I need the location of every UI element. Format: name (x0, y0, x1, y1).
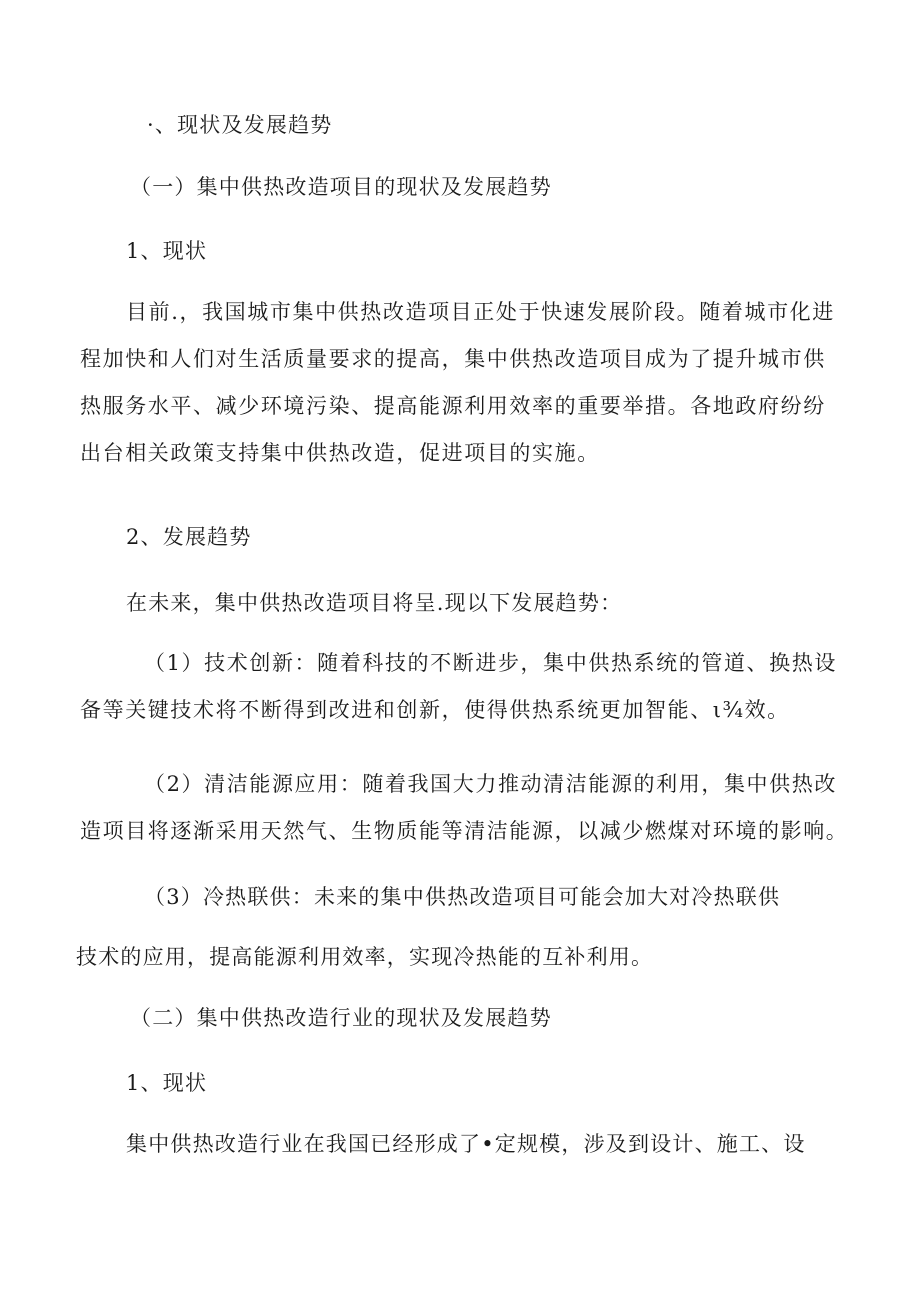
section-title-status: 1、现状 (126, 239, 208, 263)
trend-item-1: （1）技术创新：随着科技的不断进步，集中供热系统的管道、换热设备等关键技术将不断得到改进和创新，使得供热系统更加智能、ι¾效。 (80, 651, 837, 722)
section-title-trends: 2、发展趋势 (126, 525, 252, 549)
paragraph-industry-status: 集中供热改造行业在我国已经形成了•定规模，涉及到设计、施工、设 (126, 1132, 806, 1156)
section-title-industry-status: 1、现状 (126, 1071, 208, 1095)
trend-item-2: （2）清洁能源应用：随着我国大力推动清洁能源的利用，集中供热改造项目将逐渐采用天然气、生物质能等清洁能源，以减少燃煤对环境的影响。 (80, 772, 849, 843)
main-heading: ·、现状及发展趋势 (147, 113, 333, 137)
paragraph-status: 目前.，我国城市集中供热改造项目正处于快速发展阶段。随着城市化进程加快和人们对生活质量要求的提高，集中供热改造项目成为了提升城市供热服务水平、减少环境污染、提高能源利用效率的重要举措。各地政府纷纷出台相关政策支持集中供热改造，促进项目的实施。 (80, 300, 835, 465)
trend-item-3-line-1: （3）冷热联供：未来的集中供热改造项目可能会加大对冷热联供 (144, 885, 781, 909)
subheading-two: （二）集中供热改造行业的现状及发展趋势 (130, 1006, 552, 1030)
trends-intro: 在未来，集中供热改造项目将呈.现以下发展趋势： (126, 591, 623, 615)
subheading-one: （一）集中供热改造项目的现状及发展趋势 (130, 175, 552, 199)
trend-item-3-line-2: 技术的应用，提高能源利用效率，实现冷热能的互补利用。 (76, 945, 654, 969)
